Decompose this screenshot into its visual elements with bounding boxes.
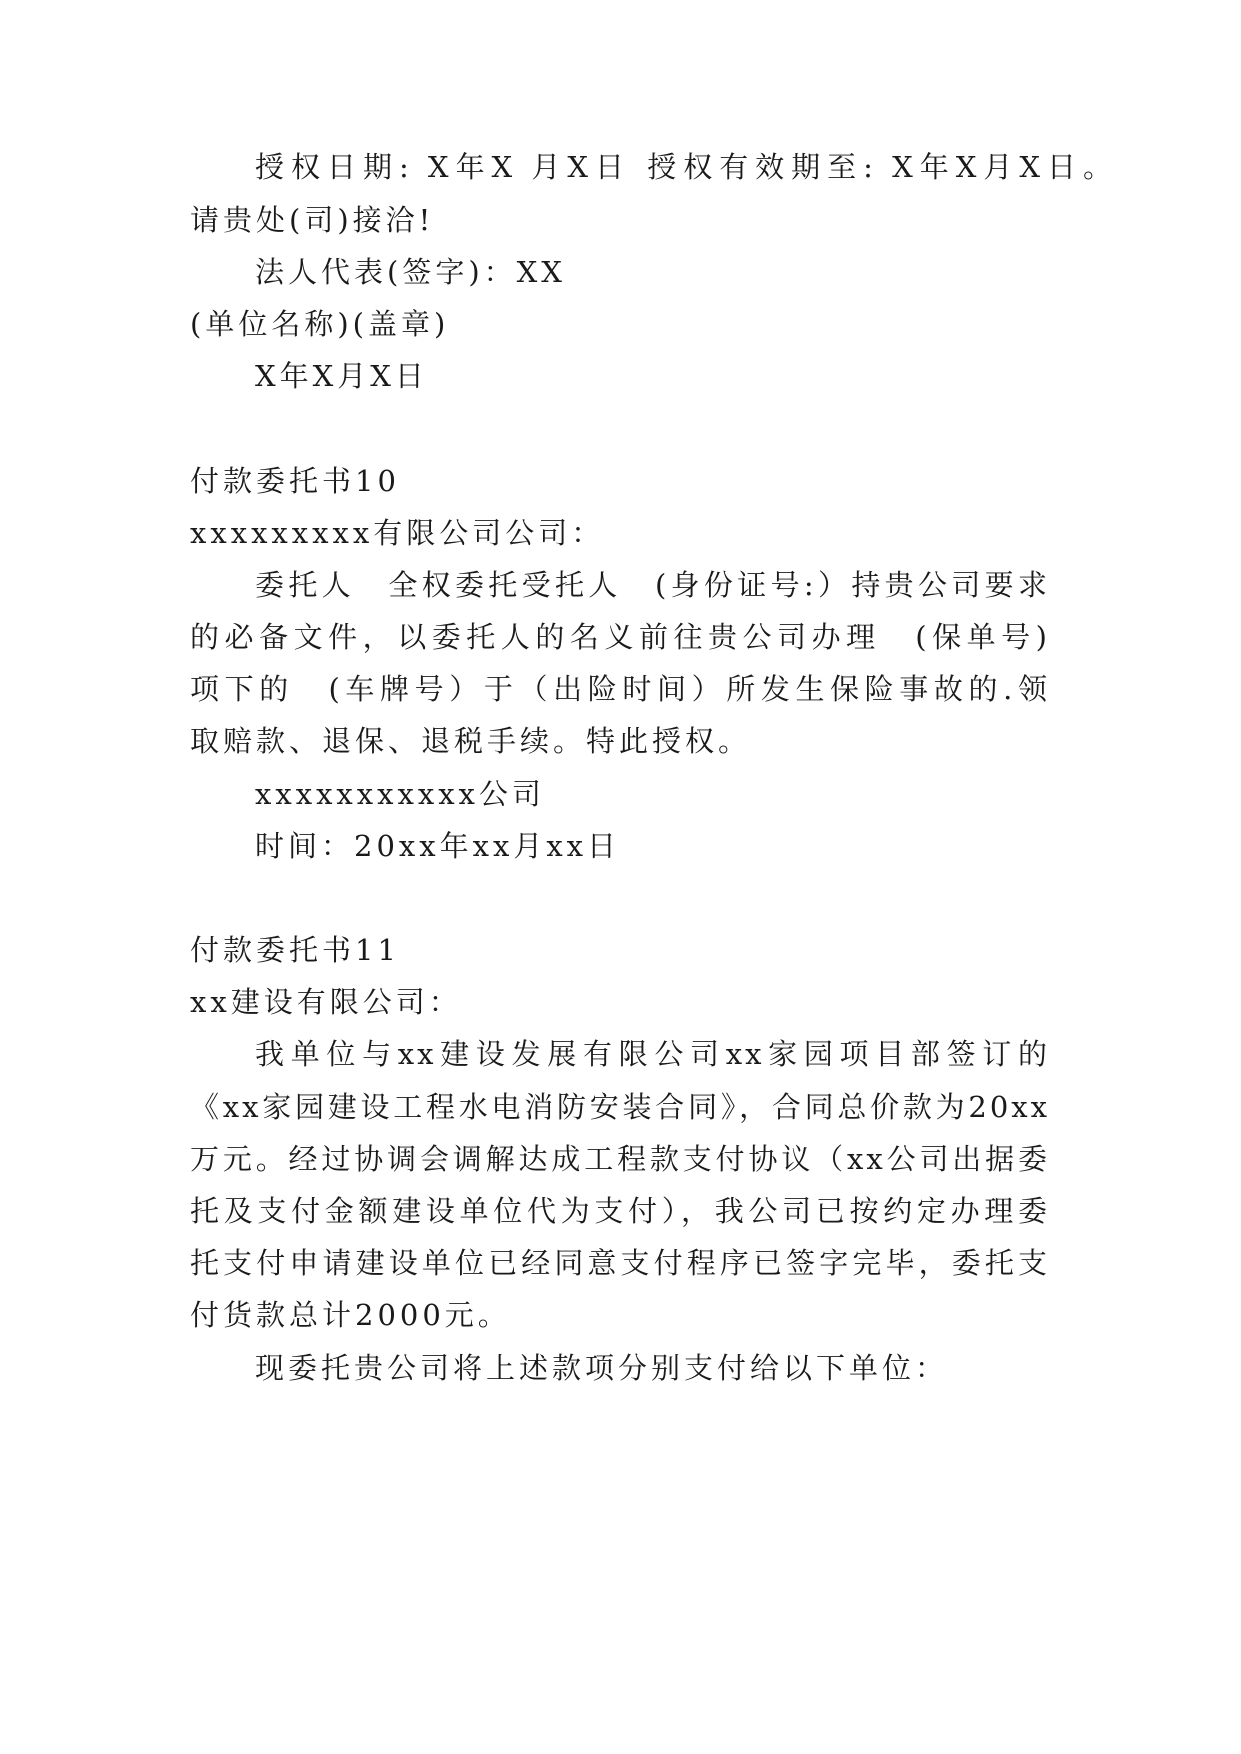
authorization-dates-line: 授权日期: X年X 月X日 授权有效期至: X年X月X日。 (255, 150, 1115, 184)
body-paragraph-line: 项下的 (车牌号）于（出险时间）所发生保险事故的.领 (190, 672, 1050, 706)
request-contact-line: 请贵处(司)接洽! (190, 203, 435, 237)
section-title-11: 付款委托书11 (190, 933, 400, 967)
body-paragraph-line: 取赔款、退保、退税手续。特此授权。 (190, 724, 752, 758)
signature-date: X年X月X日 (255, 359, 428, 393)
body-paragraph-line: 我单位与xx建设发展有限公司xx家园项目部签订的 (255, 1037, 1050, 1071)
legal-representative-signature: 法人代表(签字)：XX (255, 255, 566, 289)
body-paragraph-line: 委托人 全权委托受托人 (身份证号:）持贵公司要求 (255, 568, 1050, 602)
body-paragraph-line: 托及支付金额建设单位代为支付），我公司已按约定办理委 (190, 1194, 1050, 1228)
body-paragraph-line: 付货款总计2000元。 (190, 1298, 511, 1332)
payment-instruction-line: 现委托贵公司将上述款项分别支付给以下单位： (255, 1351, 949, 1385)
section-title-10: 付款委托书10 (190, 464, 400, 498)
body-paragraph-line: 万元。经过协调会调解达成工程款支付协议（xx公司出据委 (190, 1142, 1050, 1176)
body-paragraph-line: 的必备文件，以委托人的名义前往贵公司办理 (保单号) (190, 620, 1050, 654)
addressee-company: xx建设有限公司： (190, 985, 462, 1019)
signing-date: 时间：20xx年xx月xx日 (255, 829, 621, 863)
body-paragraph-line: 托支付申请建设单位已经同意支付程序已签字完毕，委托支 (190, 1246, 1050, 1280)
unit-name-seal: (单位名称)(盖章) (190, 307, 450, 341)
body-paragraph-line: 《xx家园建设工程水电消防安装合同》，合同总价款为20xx (190, 1090, 1050, 1124)
signing-company: xxxxxxxxxxx公司 (255, 777, 545, 811)
addressee-company: xxxxxxxxx有限公司公司： (190, 516, 605, 550)
